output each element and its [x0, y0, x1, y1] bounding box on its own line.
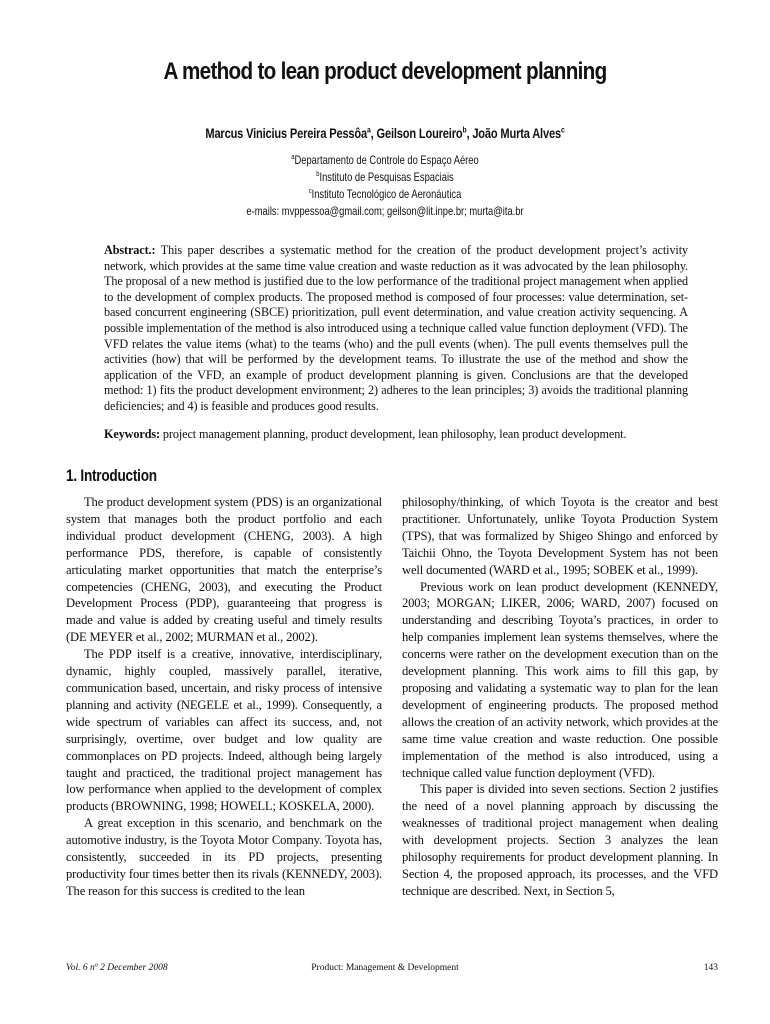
abstract-text: This paper describes a systematic method for the creation of the product development project’s activity network, which provides at the same time value creation and waste reduction as it was advocated by the lean philosophy. The proposal of a new method is justified due to the low performance of the traditional project management when applied to the development of complex products. The proposed method is composed of four processes: value determination, set-based concurrent engineering (SBCE) prioritization, pull event determination, and value creation activity sequencing. A possible implementation of the method is also introduced using a technique called value function deployment (VFD). The VFD relates the value items (what) to the teams (who) and the pull events (when). The pull events themselves pull the activities (how) that will be performed by the development teams. To illustrate the use of the method and show the application of the VFD, an example of product development planning is given. Conclusions are that the developed method: 1) fits the product development environment; 2) adheres to the lean principles; 3) avoids the traditional planning deficiencies; and 4) is feasible and produces good results.: [104, 243, 688, 413]
author-name: João Murta Alves: [472, 126, 561, 141]
abstract-label: Abstract.:: [104, 243, 156, 257]
footer-journal: Product: Management & Development: [311, 963, 459, 973]
body-paragraph: A great exception in this scenario, and benchmark on the automotive industry, is the Toyota Motor Company. Toyota has, consistently, succeeded in its PD projects, presenting productivity four times better then its rivals (KENNEDY, 2003). The reason for this success is credited to the lean: [66, 816, 382, 898]
author-emails: e-mails: mvppessoa@gmail.com; geilson@lit.inpe.br; murta@ita.br: [246, 204, 524, 218]
affiliation-text: Instituto Tecnológico de Aeronáutica: [311, 187, 462, 201]
body-column-right: [402, 494, 718, 900]
footer-page-number: 143: [703, 963, 718, 973]
author-affiliation-mark: b: [462, 124, 467, 135]
affiliation-mark: a: [291, 152, 295, 161]
footer-volume: Vol. 6 nº 2 December 2008: [66, 963, 168, 973]
affiliation-line: [116, 187, 654, 201]
paper-title: A method to lean product development planning: [163, 58, 607, 85]
keywords: [104, 427, 694, 443]
body-paragraph: Previous work on lean product development (KENNEDY, 2003; MORGAN; LIKER, 2006; WARD, 2007) focused on understanding and describing Toyota’s practices, in order to help companies implement lean systems themselves, where the concerns were rather on the development execution than on the development planning. This work aims to fill this gap, by proposing and validating a systematic way to plan for the lean development of engineering products. The proposed method allows the creation of an activity network, which provides at the same time value creation and waste reduction. One possible implementation of the method is also introduced, using a technique called value function deployment (VFD).: [402, 579, 718, 780]
body-paragraph: philosophy/thinking, of which Toyota is the creator and best practitioner. Unfortunately, unlike Toyota Production System (TPS), that was formalized by Shigeo Shingo and enforced by Taichii Ohno, the Toyota Development System has not been well documented (WARD et al., 1995; SOBEK et al., 1999).: [402, 495, 718, 577]
body-paragraph: The PDP itself is a creative, innovative, interdisciplinary, dynamic, highly coupled, massively parallel, iterative, communication based, uncertain, and risky process of intensive planning and activity (NEGELE et al., 1999). Consequently, a wide spectrum of variables can affect its success, and, not surprisingly, overtime, over budget and low quality are commonplaces on PD projects. Indeed, although being largely taught and practiced, the traditional project management has low performance when applied to the development of complex products (BROWNING, 1998; HOWELL; KOSKELA, 2000).: [66, 647, 382, 814]
affiliation-mark: b: [316, 169, 320, 178]
keywords-text: project management planning, product development, lean philosophy, lean product development.: [162, 427, 627, 441]
author-affiliation-mark: a: [367, 124, 371, 135]
body-paragraph: This paper is divided into seven sections. Section 2 justifies the need of a novel planning approach by discussing the weaknesses of traditional project management when dealing with development projects. Section 3 analyzes the lean philosophy requirements for product development planning. In Section 4, the proposed approach, its processes, and the VFD technique are described. Next, in Section 5,: [402, 782, 718, 898]
affiliation-line: [116, 153, 654, 167]
author-list: Marcus Vinicius Pereira Pessôa$^a$, Geilson Loureiro$^b$, João Murta Alves$^c$: [205, 124, 565, 141]
author-name: Marcus Vinicius Pereira Pessôa: [205, 126, 368, 141]
body-paragraph: The product development system (PDS) is an organizational system that manages both the product portfolio and each individual product development (CHENG, 2003). A high performance PDS, therefore, is capable of consistently articulating market opportunities that match the enterprise’s competencies (CHENG, 2003), and executing the Product Development Process (PDP), guaranteeing that progress is made and value is added by creating useful and timely results (DE MEYER et al., 2002; MURMAN et al., 2002).: [66, 495, 382, 645]
affiliation-mark: c: [308, 186, 312, 195]
author-name: Geilson Loureiro: [376, 126, 463, 141]
affiliation-text: Instituto de Pesquisas Espaciais: [319, 170, 454, 184]
author-affiliation-mark: c: [560, 124, 565, 135]
affiliation-text: Departamento de Controle do Espaço Aéreo: [294, 153, 479, 167]
affiliation-line: [116, 170, 654, 184]
section-heading-introduction: 1. Introduction: [66, 466, 157, 485]
body-column-left: [66, 494, 382, 900]
abstract: [104, 243, 688, 415]
keywords-label: Keywords:: [104, 427, 160, 441]
